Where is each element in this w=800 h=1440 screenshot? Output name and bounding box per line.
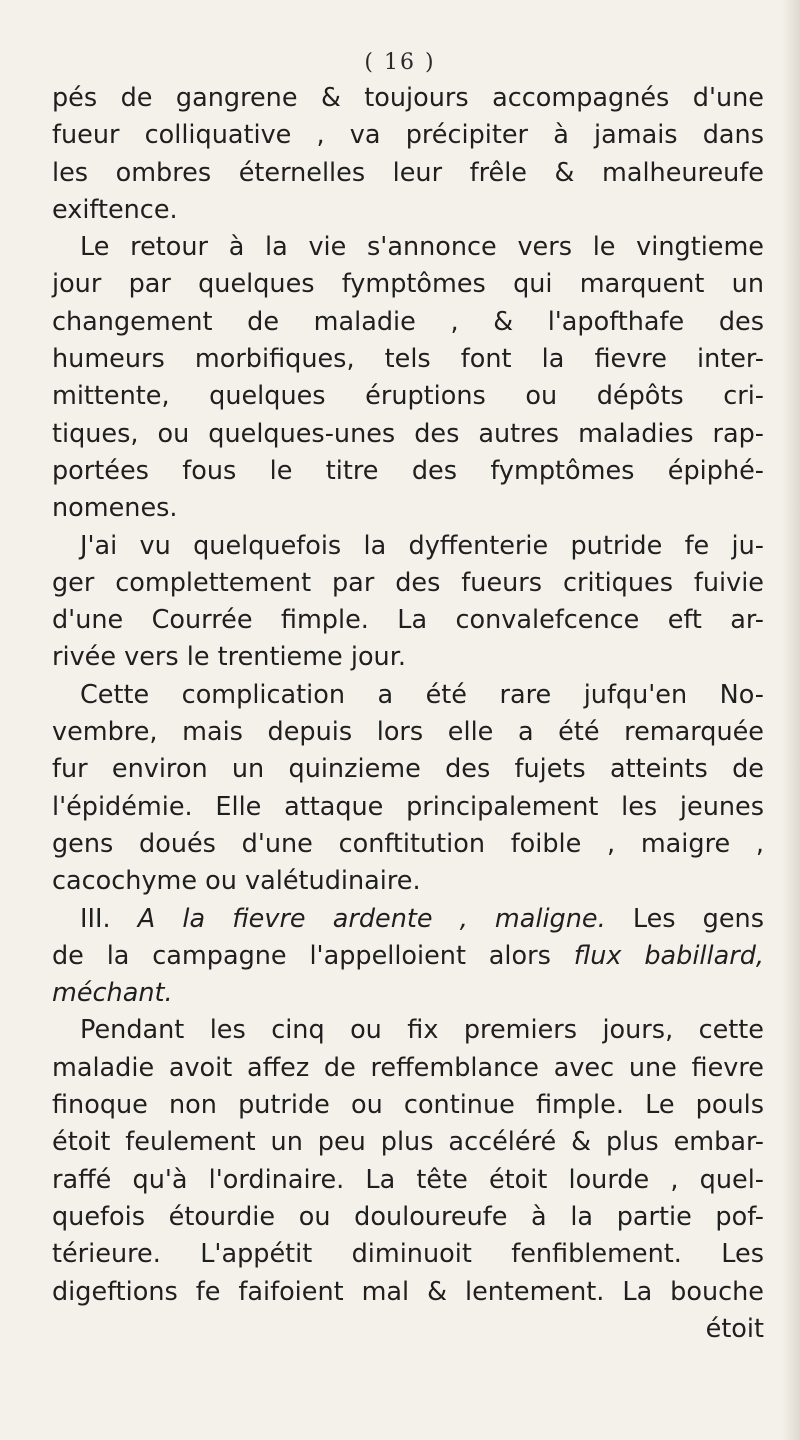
italic-segment: méchant. bbox=[52, 978, 173, 1009]
text-line: tiques, ou quelques-unes des autres maladies rap- bbox=[52, 418, 764, 449]
text-line: mittente, quelques éruptions ou dépôts cri- bbox=[52, 381, 764, 412]
text-line: portées fous le titre des fymptômes épiphé- bbox=[52, 455, 764, 486]
text-line: J'ai vu quelquefois la dyffenterie putride fe ju- bbox=[80, 530, 764, 561]
text-segment: Les gens bbox=[605, 903, 764, 934]
text-line: Le retour à la vie s'annonce vers le vingtieme bbox=[80, 232, 764, 263]
text-line: raffé qu'à l'ordinaire. La tête étoit lourde , quel- bbox=[52, 1164, 764, 1195]
text-line: Cette complication a été rare jufqu'en No- bbox=[80, 679, 764, 710]
text-line: quefois étourdie ou douloureufe à la partie pof- bbox=[52, 1201, 764, 1232]
text-line: changement de maladie , & l'apofthafe des bbox=[52, 306, 764, 337]
text-line: les ombres éternelles leur frêle & malheureufe bbox=[52, 157, 764, 188]
italic-segment: A la fievre ardente , maligne. bbox=[137, 903, 606, 934]
text-line: ger complettement par des fueurs critiques fuivie bbox=[52, 567, 764, 598]
text-line: gens doués d'une conftitution foible , maigre , bbox=[52, 828, 764, 859]
text-line: Pendant les cinq ou fix premiers jours, cette bbox=[80, 1015, 764, 1046]
page-number: ( 16 ) bbox=[364, 50, 436, 75]
text-line: exiftence. bbox=[52, 194, 178, 225]
text-line: vembre, mais depuis lors elle a été remarquée bbox=[52, 717, 764, 748]
text-line: étoit feulement un peu plus accéléré & plus embar- bbox=[52, 1127, 764, 1158]
text-line: maladie avoit affez de reffemblance avec une fievre bbox=[52, 1052, 764, 1083]
text-line: cacochyme ou valétudinaire. bbox=[52, 866, 421, 897]
text-line: jour par quelques fymptômes qui marquent un bbox=[52, 269, 764, 300]
text-line: nomenes. bbox=[52, 493, 178, 524]
text-line: rivée vers le trentieme jour. bbox=[52, 642, 406, 673]
text-line: térieure. L'appétit diminuoit fenfiblement. Les bbox=[52, 1239, 764, 1270]
text-line: étoit bbox=[705, 1313, 764, 1344]
italic-segment: flux babillard, bbox=[573, 940, 764, 971]
text-line: finoque non putride ou continue fimple. Le pouls bbox=[52, 1090, 764, 1121]
text-segment: III. bbox=[80, 903, 138, 934]
text-line bbox=[52, 975, 764, 1012]
text-line: humeurs morbifiques, tels font la fievre inter- bbox=[52, 344, 764, 375]
page-edge-shadow bbox=[782, 0, 800, 1440]
text-line: pés de gangrene & toujours accompagnés d'une bbox=[52, 83, 764, 113]
text-line: fur environ un quinzieme des fujets atteints de bbox=[52, 754, 764, 785]
text-line bbox=[52, 938, 764, 975]
text-line: d'une Courrée fimple. La convalefcence eft ar- bbox=[52, 605, 764, 636]
text-line bbox=[52, 901, 764, 938]
body-text bbox=[52, 80, 764, 1348]
text-line: fueur colliquative , va précipiter à jamais dans bbox=[52, 120, 764, 151]
text-line: l'épidémie. Elle attaque principalement les jeunes bbox=[52, 791, 764, 822]
text-line: digeftions fe faifoient mal & lentement. La bouche bbox=[52, 1276, 764, 1307]
text-segment: de la campagne l'appelloient alors bbox=[52, 940, 574, 971]
